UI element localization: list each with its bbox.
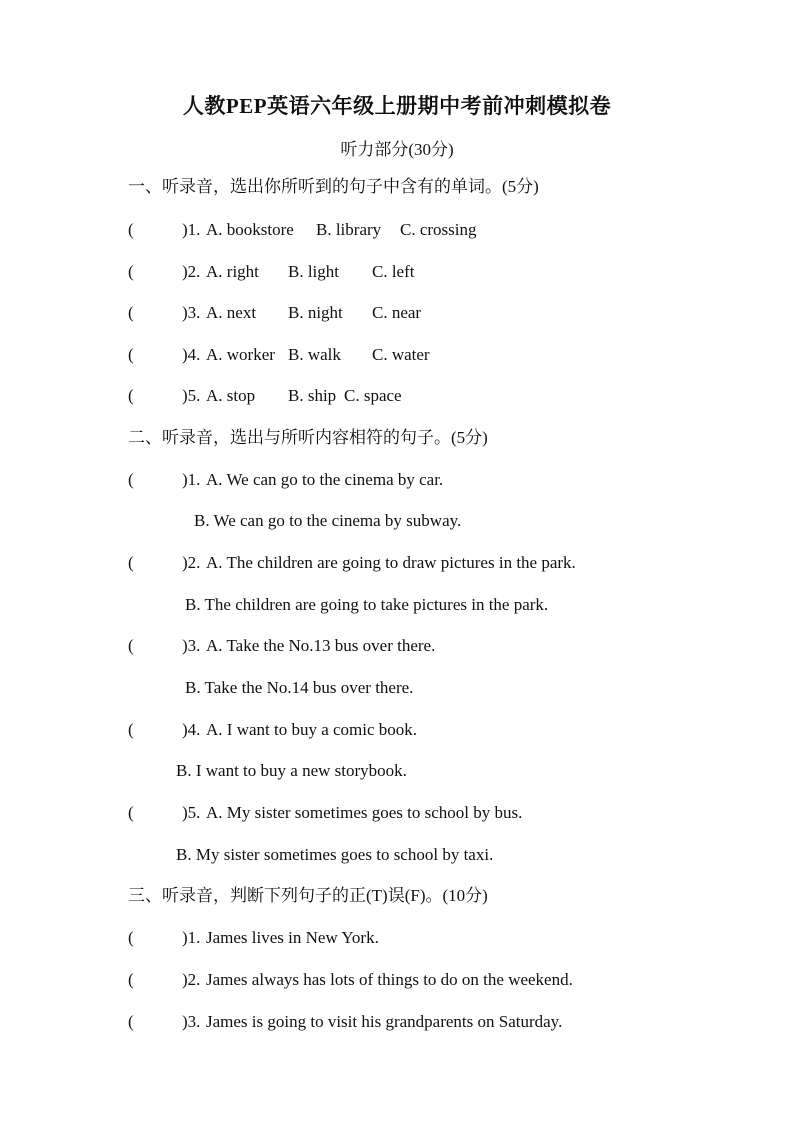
section-2-heading: 二、听录音，选出与所听内容相符的句子。(5分) [128,428,488,447]
option-b: B. walk [288,345,341,364]
option-c: C. space [344,386,402,405]
question-number: )2. [182,553,201,572]
question-number: )1. [182,220,201,239]
option-c: C. crossing [400,220,477,239]
page-title: 人教PEP英语六年级上册期中考前冲刺模拟卷 [182,94,612,118]
answer-paren-open: ( [128,970,134,989]
option-a: A. stop [206,386,256,405]
option-b: B. ship [288,386,337,405]
question-number: )2. [182,262,201,281]
option-a: A. Take the No.13 bus over there. [206,636,436,655]
question-number: )1. [182,928,201,947]
option-a: A. The children are going to draw pictures in the park. [206,553,576,572]
statement-text: James always has lots of things to do on the weekend. [206,970,573,989]
question-number: )5. [182,386,201,405]
option-b: B. Take the No.14 bus over there. [185,678,414,697]
question-number: )1. [182,470,201,489]
option-b: B. light [288,262,340,281]
section-3-heading: 三、听录音，判断下列句子的正(T)误(F)。(10分) [128,886,488,905]
answer-paren-open: ( [128,386,134,405]
option-a: A. right [206,262,259,281]
option-b: B. We can go to the cinema by subway. [194,511,462,530]
answer-paren-open: ( [128,303,134,322]
question-number: )4. [182,720,201,739]
option-a: A. We can go to the cinema by car. [206,470,444,489]
option-b: B. The children are going to take pictures in the park. [185,595,549,614]
answer-paren-open: ( [128,636,134,655]
question-number: )3. [182,303,201,322]
answer-paren-open: ( [128,220,134,239]
answer-paren-open: ( [128,1012,134,1031]
question-number: )2. [182,970,201,989]
statement-text: James is going to visit his grandparents on Saturday. [206,1012,563,1031]
option-a: A. My sister sometimes goes to school by bus. [206,803,523,822]
option-b: B. library [316,220,382,239]
option-a: A. bookstore [206,220,294,239]
question-number: )3. [182,636,201,655]
question-number: )4. [182,345,201,364]
option-b: B. night [288,303,343,322]
option-b: B. My sister sometimes goes to school by taxi. [176,845,494,864]
question-number: )5. [182,803,201,822]
answer-paren-open: ( [128,553,134,572]
option-a: A. I want to buy a comic book. [206,720,418,739]
answer-paren-open: ( [128,720,134,739]
answer-paren-open: ( [128,262,134,281]
answer-paren-open: ( [128,928,134,947]
answer-paren-open: ( [128,470,134,489]
question-number: )3. [182,1012,201,1031]
section-1-heading: 一、听录音，选出你所听到的句子中含有的单词。(5分) [128,177,539,196]
option-c: C. water [372,345,430,364]
answer-paren-open: ( [128,803,134,822]
option-a: A. worker [206,345,275,364]
answer-paren-open: ( [128,345,134,364]
option-b: B. I want to buy a new storybook. [176,761,407,780]
statement-text: James lives in New York. [206,928,379,947]
page-subtitle: 听力部分(30分) [340,140,454,159]
option-c: C. near [372,303,422,322]
option-a: A. next [206,303,257,322]
option-c: C. left [372,262,415,281]
